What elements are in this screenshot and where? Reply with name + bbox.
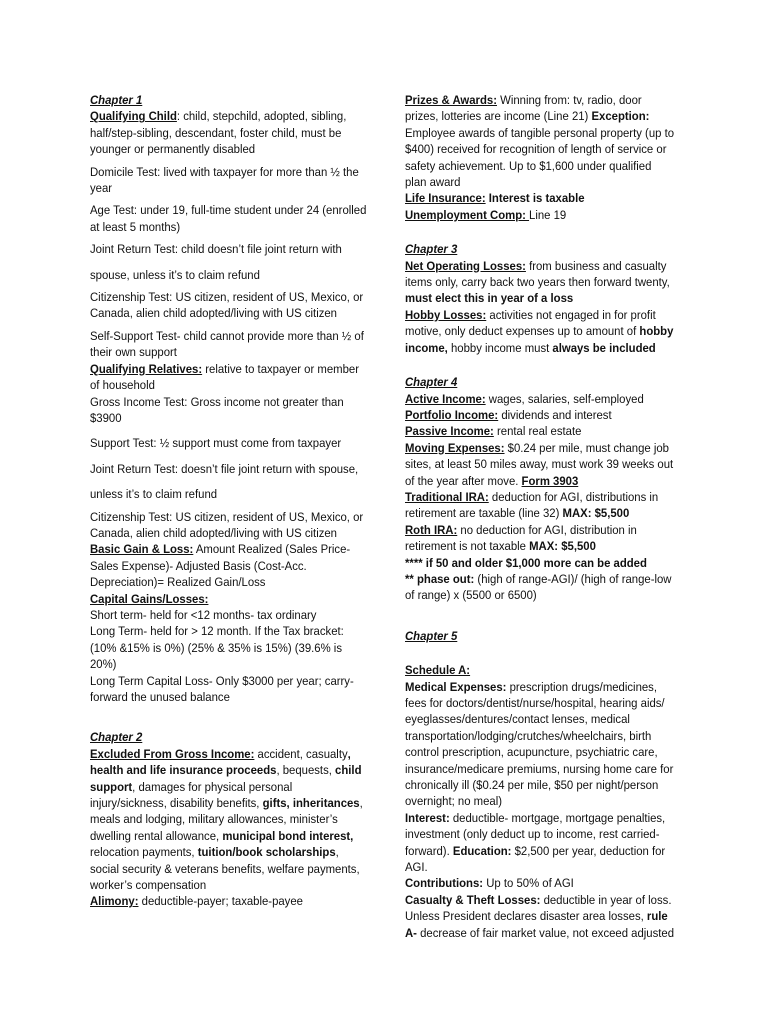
moving-expenses-para xyxy=(405,440,675,489)
basic-gain-loss-text: Amount Realized (Sales Price-Sales Expense)- Adjusted Basis (Cost-Acc. Depreciation)= Realized Gain/Loss xyxy=(90,542,351,590)
short-term-text: Short term- held for <12 months- tax ordinary xyxy=(90,607,317,622)
interest-term: Interest: xyxy=(405,810,450,825)
hobby-bold-1: hobby income, xyxy=(405,324,674,355)
unemployment-term: Unemployment Comp: xyxy=(405,207,530,222)
nol-text: from business and casualty items only, carry back two years then forward twenty, xyxy=(405,258,670,290)
roth-ira-max: MAX: $5,500 xyxy=(529,539,596,554)
moving-expenses-text: $0.24 per mile, must change job sites, at least 50 miles away, must work 39 weeks out of the year after move. xyxy=(405,440,674,488)
capital-gains-heading xyxy=(90,591,369,607)
chapter-5-heading: Chapter 5 xyxy=(405,628,458,643)
catch-up-note: **** if 50 and older $1,000 more can be added xyxy=(405,555,647,570)
medical-expenses-term: Medical Expenses: xyxy=(405,679,507,694)
qualifying-child-para xyxy=(90,108,369,157)
roth-ira-term: Roth IRA: xyxy=(405,522,458,537)
schedule-a-heading xyxy=(405,662,675,678)
alimony-text: deductible-payer; taxable-payee xyxy=(138,894,303,909)
roth-ira-para xyxy=(405,522,675,555)
prizes-awards-text: Winning from: tv, radio, door prizes, lotteries are income (Line 21) xyxy=(405,93,642,124)
joint-return-test-2-cont: unless it’s to claim refund xyxy=(90,487,218,502)
qualifying-child-term: Qualifying Child xyxy=(90,109,177,124)
unemployment-text: Line 19 xyxy=(529,207,567,222)
excluded-text-3: , damages for physical personal injury/sickness, disability benefits, xyxy=(90,779,293,811)
traditional-ira-text: deduction for AGI, distributions in retirement are taxable (line 32) xyxy=(405,489,659,521)
phase-out-text: (high of range-AGI)/ (high of range-low of range) x (5500 or 6500) xyxy=(405,571,672,603)
unemployment-para xyxy=(405,207,675,223)
excluded-text-4: , meals and lodging, military allowances, minister’s dwelling rental allowance, xyxy=(90,796,363,843)
prizes-exception: Exception: xyxy=(591,109,650,124)
moving-form: Form 3903 xyxy=(521,473,579,488)
joint-return-test-1: Joint Return Test: child doesn’t file joint return with xyxy=(90,242,342,257)
qualifying-relatives-term: Qualifying Relatives: xyxy=(90,361,203,376)
portfolio-income-term: Portfolio Income: xyxy=(405,407,499,422)
education-term: Education: xyxy=(452,843,512,858)
prizes-awards-text-2: Employee awards of tangible personal property (up to $400) received for recognition of length of service or safety achievement. Up to $1,600 under qualified plan award xyxy=(405,125,675,190)
right-column xyxy=(405,92,675,941)
hobby-para xyxy=(405,307,675,356)
active-income-text: wages, salaries, self-employed xyxy=(485,391,644,406)
interest-text: deductible- mortgage, mortgage penalties, investment (only deduct up to income, rest carried-forward). xyxy=(405,810,666,858)
excluded-text-1: accident, casualty xyxy=(254,746,348,761)
portfolio-income-para xyxy=(405,407,675,423)
gross-income-test: Gross Income Test: Gross income not greater than $3900 xyxy=(90,394,344,425)
joint-return-test-1-cont: spouse, unless it’s to claim refund xyxy=(90,267,260,282)
traditional-ira-max: MAX: $5,500 xyxy=(562,506,630,521)
age-test: Age Test: under 19, full-time student under 24 (enrolled at least 5 months) xyxy=(90,203,367,234)
chapter-2-heading: Chapter 2 xyxy=(90,730,143,745)
active-income-term: Active Income: xyxy=(405,391,486,406)
nol-term: Net Operating Losses: xyxy=(405,258,526,273)
casualty-theft-para xyxy=(405,892,675,941)
rule-a-text: decrease of fair market value, not exceed adjusted xyxy=(416,925,675,940)
casualty-theft-term: Casualty & Theft Losses: xyxy=(405,892,541,907)
long-term-text: Long Term- held for > 12 month. If the Tax bracket: (10% &15% is 0%) (25% & 35% is 15%) (39.6% is 20%) xyxy=(90,624,344,672)
excluded-bold-5: tuition/book scholarships xyxy=(197,845,336,860)
basic-gain-loss-para xyxy=(90,541,369,590)
phase-out-term: ** phase out: xyxy=(405,571,475,586)
schedule-a-term: Schedule A: xyxy=(405,663,471,678)
excluded-income-para xyxy=(90,746,369,894)
left-column xyxy=(90,92,369,910)
portfolio-income-text: dividends and interest xyxy=(498,407,612,422)
moving-expenses-term: Moving Expenses: xyxy=(405,440,505,455)
active-income-para xyxy=(405,391,675,407)
phase-out-para xyxy=(405,571,675,604)
qualifying-relatives-text: relative to taxpayer or member of household xyxy=(90,361,359,393)
prizes-awards-term: Prizes & Awards: xyxy=(405,93,497,107)
nol-bold: must elect this in year of a loss xyxy=(405,291,574,306)
life-insurance-term: Life Insurance: xyxy=(405,191,486,206)
passive-income-text: rental real estate xyxy=(493,424,582,439)
long-term-capital-loss: Long Term Capital Loss- Only $3000 per year; carry-forward the unused balance xyxy=(90,673,354,704)
excluded-text-6: , social security & veterans benefits, welfare payments, worker’s compensation xyxy=(90,845,360,893)
alimony-para xyxy=(90,893,369,909)
passive-income-para xyxy=(405,423,675,439)
qualifying-child-text: : child, stepchild, adopted, sibling, half/step-sibling, descendant, foster child, must be younger or permanently disabled xyxy=(90,109,347,157)
medical-expenses-para xyxy=(405,679,675,810)
rule-a-term: rule A- xyxy=(405,909,668,940)
excluded-bold-1: health and life insurance proceeds xyxy=(90,763,277,778)
chapter-4-heading: Chapter 4 xyxy=(405,375,458,390)
medical-expenses-text: prescription drugs/medicines, fees for doctors/dentist/nurse/hospital, hearing aids/ eyeglasses/dentures/contact lenses, medical transportation/lodging/crutches/wheelchairs, birth control prescription, acupuncture, psychiatric care, insurance/medicare premiums, nursing home care for chronically ill ($0.24 per mile, $50 per night/person overnight; no meal) xyxy=(405,679,674,809)
passive-income-term: Passive Income: xyxy=(405,424,494,439)
chapter-1-heading: Chapter 1 xyxy=(90,93,143,107)
excluded-income-term: Excluded From Gross Income: xyxy=(90,746,255,761)
hobby-text-2: hobby income must xyxy=(447,340,553,355)
excluded-text-2: , bequests, xyxy=(276,763,332,778)
capital-gains-term: Capital Gains/Losses: xyxy=(90,591,209,606)
excluded-comma: , xyxy=(347,746,351,761)
domicile-test: Domicile Test: lived with taxpayer for more than ½ the year xyxy=(90,164,359,196)
interest-para xyxy=(405,810,675,876)
contributions-text: Up to 50% of AGI xyxy=(483,876,574,891)
casualty-theft-text: deductible in year of loss. Unless President declares disaster area losses, xyxy=(405,892,672,924)
hobby-text: activities not engaged in for profit motive, only deduct expenses up to amount of xyxy=(405,307,656,339)
hobby-term: Hobby Losses: xyxy=(405,307,487,322)
education-text: $2,500 per year, deduction for AGI. xyxy=(405,843,666,875)
hobby-bold-2: always be included xyxy=(552,340,656,355)
life-insurance-text: Interest is taxable xyxy=(485,191,585,206)
traditional-ira-para xyxy=(405,489,675,522)
self-support-test: Self-Support Test- child cannot provide more than ½ of their own support xyxy=(90,328,364,360)
traditional-ira-term: Traditional IRA: xyxy=(405,489,489,504)
basic-gain-loss-term: Basic Gain & Loss: xyxy=(90,542,194,557)
prizes-awards-para xyxy=(405,92,675,190)
excluded-text-5: relocation payments, xyxy=(90,845,198,860)
life-insurance-para xyxy=(405,190,675,206)
contributions-para xyxy=(405,875,675,891)
joint-return-test-2: Joint Return Test: doesn’t file joint return with spouse, xyxy=(90,461,359,476)
excluded-bold-3: gifts, inheritances xyxy=(262,796,360,811)
excluded-bold-2: child support xyxy=(90,763,362,794)
alimony-term: Alimony: xyxy=(90,894,139,909)
roth-ira-text: no deduction for AGI, distribution in retirement is not taxable xyxy=(405,522,637,554)
citizenship-test-2: Citizenship Test: US citizen, resident of US, Mexico, or Canada, alien child adopted/living with US citizen xyxy=(90,509,364,540)
support-test: Support Test: ½ support must come from taxpayer xyxy=(90,436,342,451)
chapter-3-heading: Chapter 3 xyxy=(405,242,458,257)
excluded-bold-4: municipal bond interest, xyxy=(222,828,354,843)
qualifying-relatives-para xyxy=(90,361,369,394)
citizenship-test-1: Citizenship Test: US citizen, resident of US, Mexico, or Canada, alien child adopted/living with US citizen xyxy=(90,290,364,321)
nol-para xyxy=(405,258,675,307)
contributions-term: Contributions: xyxy=(405,876,484,891)
